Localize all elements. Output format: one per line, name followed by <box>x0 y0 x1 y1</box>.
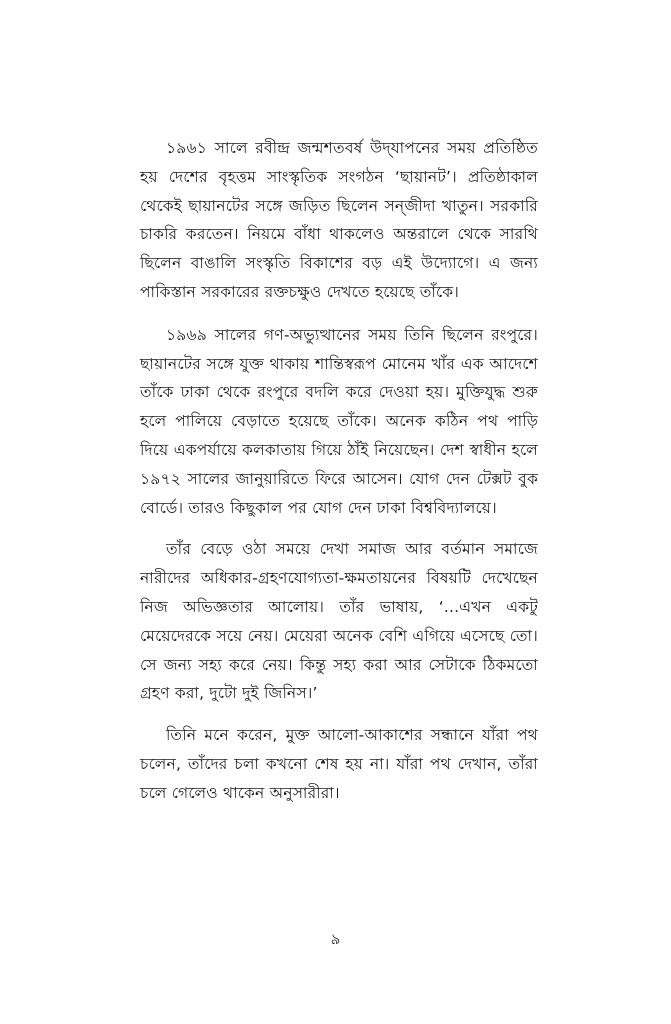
paragraph-3: তাঁর বেড়ে ওঠা সময়ে দেখা সমাজ আর বর্তমান সমাজে নারীদের অধিকার-গ্রহণযোগ্যতা-ক্ষমতায়নের বিষয়টি দেখেছেন নিজ অভিজ্ঞতার আলোয়। তাঁর ভাষায়, ‘...এখন একটু মেয়েদেরকে সয়ে নেয়। মেয়েরা অনেক বেশি এগিয়ে এসেছে তো। সে জন্য সহ্য করে নেয়। কিন্তু সহ্য করা আর সেটাকে ঠিকমতো গ্রহণ করা, দুটো দুই জিনিস।’ <box>140 540 538 703</box>
body-text <box>140 134 538 820</box>
paragraph-4: তিনি মনে করেন, মুক্ত আলো-আকাশের সন্ধানে যাঁরা পথ চলেন, তাঁদের চলা কখনো শেষ হয় না। যাঁরা পথ দেখান, তাঁরা চলে গেলেও থাকেন অনুসারীরা। <box>140 726 538 802</box>
page-number: ৯ <box>330 930 341 948</box>
paragraph-1: ১৯৬১ সালে রবীন্দ্র জন্মশতবর্ষ উদ্‌যাপনের সময় প্রতিষ্ঠিত হয় দেশের বৃহত্তম সাংস্কৃতিক সংগঠন ‘ছায়ানট’। প্রতিষ্ঠাকাল থেকেই ছায়ানটের সঙ্গে জড়িত ছিলেন সন্‌জীদা খাতুন। সরকারি চাকরি করতেন। নিয়মে বাঁধা থাকলেও অন্তরালে থেকে সারথি ছিলেন বাঙালি সংস্কৃতি বিকাশের বড় এই উদ্যোগে। এ জন্য পাকিস্তান সরকারের রক্তচক্ষুও দেখতে হয়েছে তাঁকে। <box>140 139 538 301</box>
paragraph-2: ১৯৬৯ সালের গণ-অভ্যুত্থানের সময় তিনি ছিলেন রংপুরে। ছায়ানটের সঙ্গে যুক্ত থাকায় শান্তিস্বরূপ মোনেম খাঁর এক আদেশে তাঁকে ঢাকা থেকে রংপুরে বদলি করে দেওয়া হয়। মুক্তিযুদ্ধ শুরু হলে পালিয়ে বেড়াতে হয়েছে তাঁকে। অনেক কঠিন পথ পাড়ি দিয়ে একপর্যায়ে কলকাতায় গিয়ে ঠাঁই নিয়েছেন। দেশ স্বাধীন হলে ১৯৭২ সালের জানুয়ারিতে ফিরে আসেন। যোগ দেন টেক্সট বুক বোর্ডে। তারও কিছুকাল পর যোগ দেন ঢাকা বিশ্ববিদ্যালয়ে। <box>140 325 538 517</box>
